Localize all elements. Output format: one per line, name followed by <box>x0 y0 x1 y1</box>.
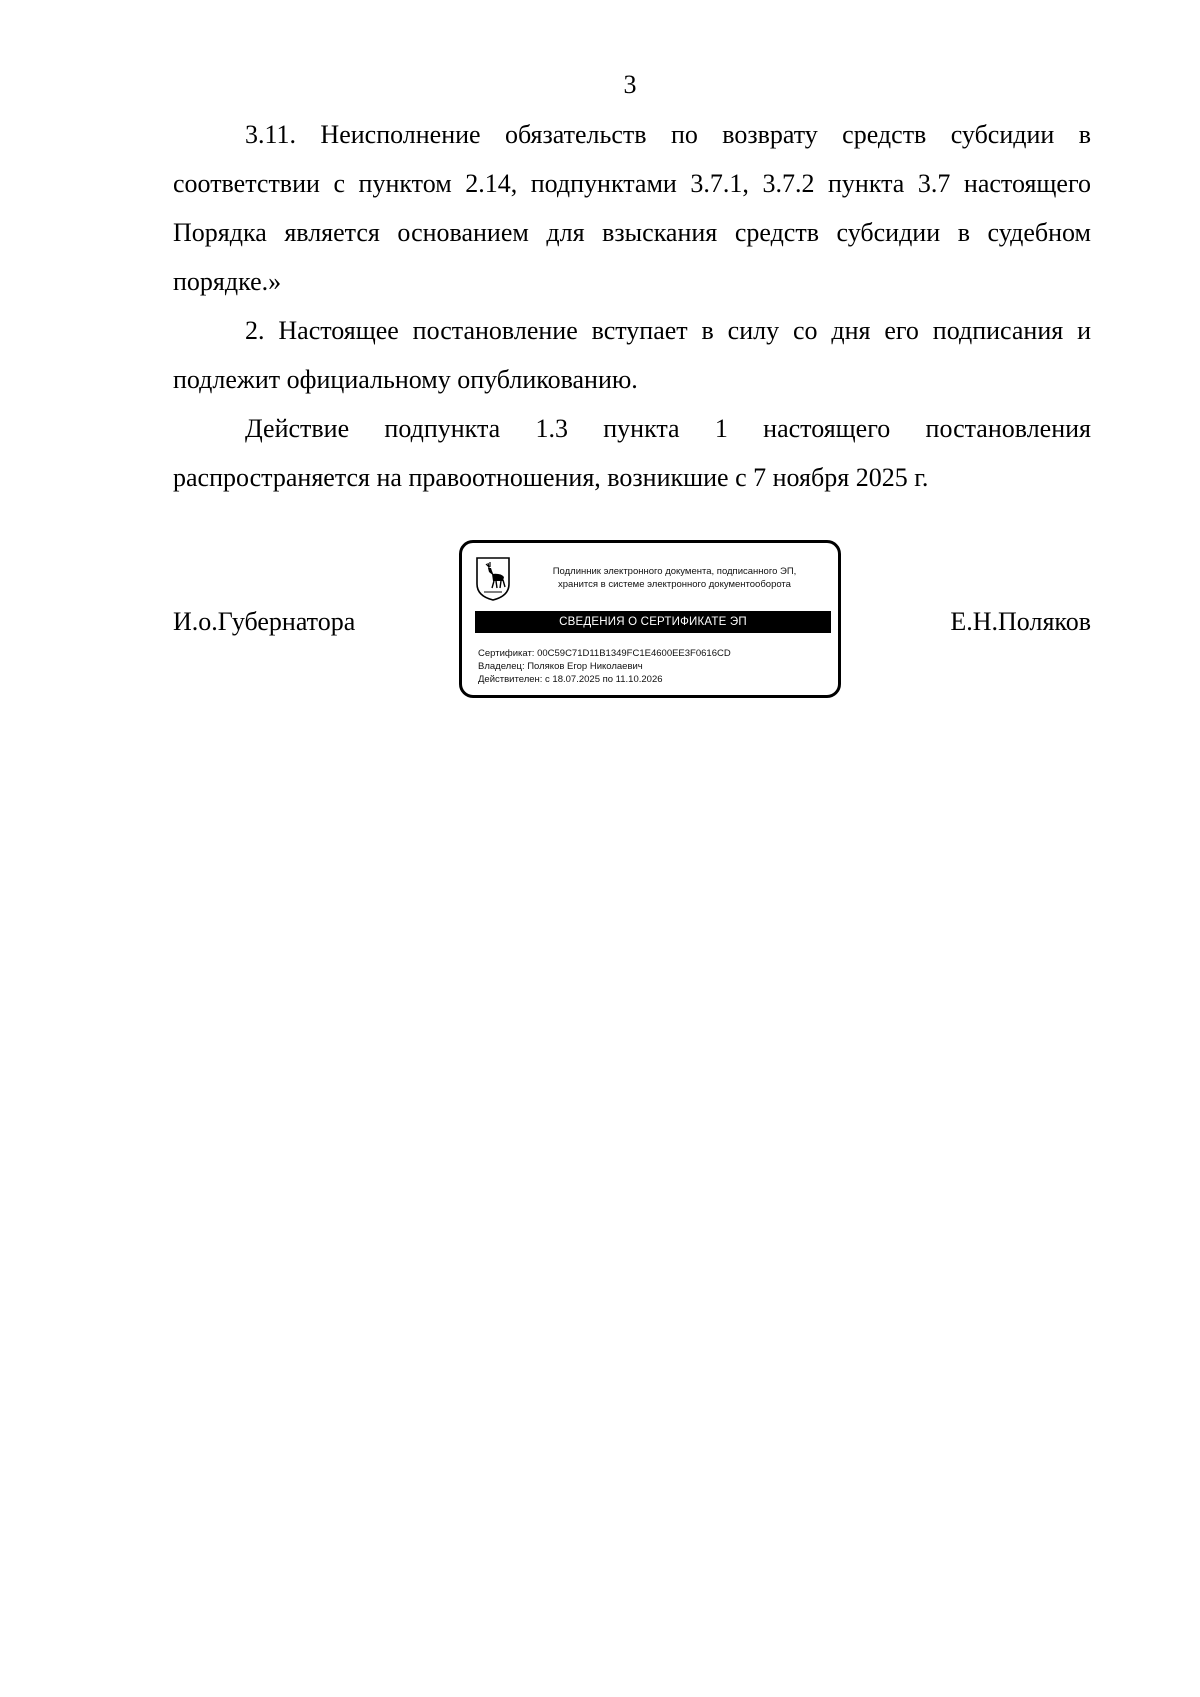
stamp-title-bar: СВЕДЕНИЯ О СЕРТИФИКАТЕ ЭП <box>475 611 831 633</box>
page-number: 3 <box>623 70 637 99</box>
paragraph-effective-date: 2. Настоящее постановление вступает в силу со дня его подписания и подлежит официальному опубликованию. <box>173 316 1091 394</box>
stamp-certificate-validity: Действителен: с 18.07.2025 по 11.10.2026 <box>478 674 663 685</box>
signatory-position: И.о.Губернатора <box>173 607 356 636</box>
stamp-header-line2: хранится в системе электронного документооборота <box>558 579 791 590</box>
stamp-certificate-owner: Владелец: Поляков Егор Николаевич <box>478 661 643 672</box>
stamp-certificate-number: Сертификат: 00C59C71D11B1349FC1E4600EE3F0616CD <box>478 648 731 659</box>
stamp-header-line1: Подлинник электронного документа, подписанного ЭП, <box>552 566 797 577</box>
stamp-header <box>522 565 827 591</box>
deer-coat-of-arms-icon <box>475 556 511 602</box>
signatory-name: Е.Н.Поляков <box>950 607 1091 636</box>
stamp-certificate-details <box>478 647 731 686</box>
paragraph-retroactive-effect: Действие подпункта 1.3 пункта 1 настоящего постановления распространяется на правоотношения, возникшие с 7 ноября 2025 г. <box>173 414 1091 492</box>
electronic-signature-stamp <box>459 540 841 698</box>
paragraph-3-11: 3.11. Неисполнение обязательств по возврату средств субсидии в соответствии с пунктом 2.14, подпунктами 3.7.1, 3.7.2 пункта 3.7 настоящего Порядка является основанием для взыскания средств субсидии в судебном порядке.» <box>173 120 1091 296</box>
